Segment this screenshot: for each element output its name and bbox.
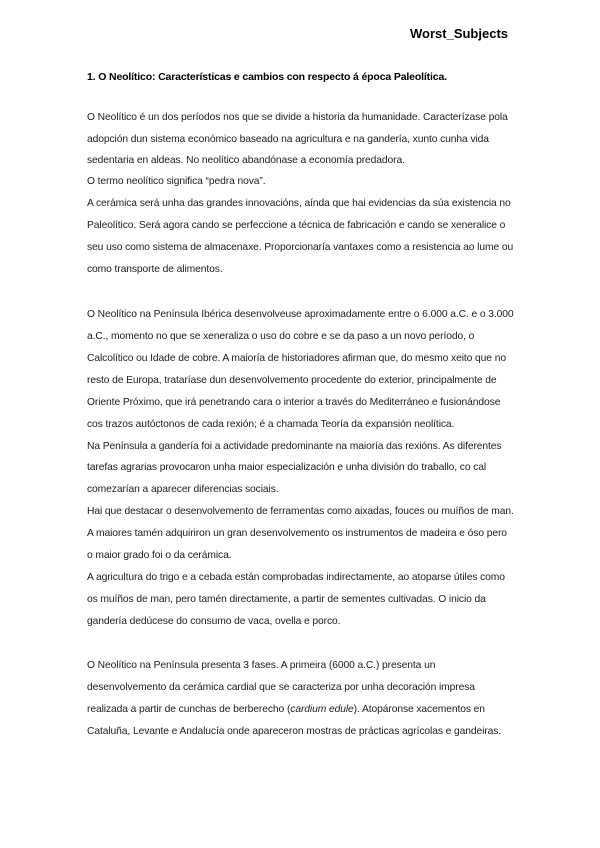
paragraph-line: Na Península a gandería foi a actividade predominante na maioría das rexións. As diferentes	[87, 441, 502, 452]
section-heading: 1. O Neolítico: Características e cambios con respecto á época Paleolítica.	[87, 71, 447, 83]
paragraph-line: A maiores tamén adquiriron un gran desenvolvemento os instrumentos de madeira e óso pero	[87, 528, 507, 539]
paragraph-line	[87, 704, 485, 716]
paragraph-line: Paleolítico. Será agora cando se perfeccione a técnica de fabricación e cando se xeneralice o	[87, 220, 506, 231]
paragraph-line: Calcolítico ou Idade de cobre. A maioría de historiadores afirman que, do mesmo xeito que no	[87, 353, 506, 364]
species-name: cardium edule	[290, 704, 354, 715]
paragraph-line: Hai que destacar o desenvolvemento de ferramentas como aixadas, fouces ou muíños de man.	[87, 506, 514, 517]
paragraph-line: O Neolítico na Península presenta 3 fases. A primeira (6000 a.C.) presenta un	[87, 660, 436, 671]
text-segment: ). Atopáronse xacementos en	[353, 704, 485, 715]
paragraph-line: a.C., momento no que se xeneraliza o uso do cobre e se da paso a un novo período, o	[87, 331, 475, 342]
paragraph-line: o maior grado foi o da cerámica.	[87, 550, 232, 561]
paragraph-line: sedentaria en aldeas. No neolítico abandónase a economía predadora.	[87, 155, 405, 166]
paragraph-line: O termo neolítico significa “pedra nova”.	[87, 176, 266, 187]
paragraph-line: desenvolvemento da cerámica cardial que se caracteriza por unha decoración impresa	[87, 682, 475, 693]
paragraph-line: resto de Europa, trataríase dun desenvolvemento procedente do exterior, principalmente de	[87, 375, 497, 386]
document-title: Worst_Subjects	[410, 26, 509, 41]
paragraph-line: A agricultura do trigo e a cebada están comprobadas indirectamente, ao atoparse útiles como	[87, 572, 505, 583]
paragraph-line: adopción dun sistema económico baseado na agricultura e na gandería, xunto cunha vida	[87, 134, 489, 145]
paragraph-line: A cerámica será unha das grandes innovacións, aínda que hai evidencias da súa existencia no	[87, 198, 511, 209]
paragraph-line: cos trazos autóctonos de cada rexión; é a chamada Teoría da expansión neolítica.	[87, 419, 455, 430]
paragraph-line: seu uso como sistema de almacenaxe. Proporcionaría vantaxes como a resistencia ao lume ou	[87, 242, 514, 253]
paragraph-line: comezarían a aparecer diferencias sociais.	[87, 484, 279, 495]
text-segment: realizada a partir de cunchas de berberecho (	[87, 704, 291, 715]
paragraph-line: gandería dedúcese do consumo de vaca, ovella e porco.	[87, 616, 341, 627]
paragraph-line: Cataluña, Levante e Andalucía onde apareceron mostras de prácticas agrícolas e gandeiras.	[87, 726, 502, 737]
paragraph-line: O Neolítico é un dos períodos nos que se divide a historia da humanidade. Caracterízase pola	[87, 112, 508, 123]
paragraph-line: como transporte de alimentos.	[87, 264, 223, 275]
paragraph-line: os muíños de man, pero tamén directamente, a partir de sementes cultivadas. O inicio da	[87, 594, 486, 605]
paragraph-line: tarefas agrarias provocaron unha maior especialización e unha división do traballo, co cal	[87, 462, 487, 473]
paragraph-line: Oriente Próximo, que irá penetrando cara o interior a través do Mediterráneo e fusionándose	[87, 397, 501, 408]
paragraph-line: O Neolítico na Península Ibérica desenvolveuse aproximadamente entre o 6.000 a.C. e o 3.000	[87, 309, 514, 320]
